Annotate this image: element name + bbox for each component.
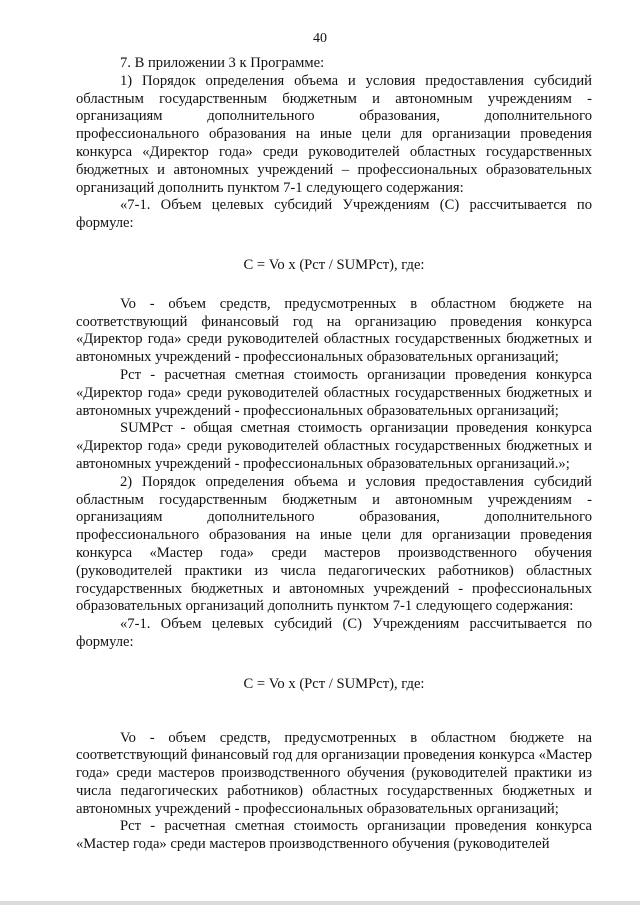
- document-body: [76, 55, 592, 854]
- paragraph: 2) Порядок определения объема и условия предоставления субсидий областным государственным бюджетным и автономным учреждениям - организациям дополнительного образования, дополнительного профессионального образования на иные цели для организации проведения конкурса «Мастер года» среди мастеров производственного обучения (руководителей практики из числа педагогических работников) областных государственных бюджетных и автономных учреждений - профессиональных образовательных организаций дополнить пунктом 7-1 следующего содержания:: [76, 473, 592, 615]
- paragraph: Vo - объем средств, предусмотренных в областном бюджете на соответствующий финансовый год для организации проведения конкурса «Мастер года» среди мастеров производственного обучения (руководителей практики из числа педагогических работников) областных государственных бюджетных и автономных учреждений - профессиональных образовательных организаций;: [76, 729, 592, 817]
- spacer: [76, 275, 592, 296]
- paragraph: «7-1. Объем целевых субсидий (С) Учреждениям рассчитывается по формуле:: [76, 616, 592, 650]
- paragraph: SUMРст - общая сметная стоимость организации проведения конкурса «Директор года» среди руководителей областных государственных бюджетных и автономных учреждений - профессиональных образовательных организаций.»;: [76, 420, 592, 472]
- spacer: [76, 233, 592, 257]
- paragraph: 7. В приложении 3 к Программе:: [120, 55, 325, 71]
- paragraph: Vo - объем средств, предусмотренных в областном бюджете на соответствующий финансовый год на организацию проведения конкурса «Директор года» среди руководителей областных государственных бюджетных и автономных учреждений - профессиональных образовательных организаций;: [76, 295, 592, 366]
- paragraph: Рст - расчетная сметная стоимость организации проведения конкурса «Директор года» среди руководителей областных государственных бюджетных и автономных учреждений - профессиональных образовательных организаций;: [76, 366, 592, 419]
- page-bottom-edge: [0, 901, 640, 905]
- paragraph: Рст - расчетная сметная стоимость организации проведения конкурса «Мастер года» среди мастеров производственного обучения (руководителей: [76, 818, 592, 853]
- paragraph: «7-1. Объем целевых субсидий Учреждениям (С) рассчитывается по формуле:: [76, 197, 592, 232]
- page-number: 40: [313, 31, 327, 46]
- formula: С = Vo x (Рст / SUMРст), где:: [243, 675, 425, 692]
- formula: С = Vo x (Рст / SUMРст), где:: [243, 256, 425, 273]
- spacer: [76, 652, 592, 676]
- spacer: [76, 694, 592, 730]
- paragraph: 1) Порядок определения объема и условия предоставления субсидий областным государственным бюджетным и автономным учреждениям - организациям дополнительного образования, дополнительного профессионального образования на иные цели для организации проведения конкурса «Директор года» среди руководителей областных государственных бюджетных и автономных учреждений – профессиональных образовательных организаций дополнить пунктом 7-1 следующего содержания:: [76, 72, 592, 196]
